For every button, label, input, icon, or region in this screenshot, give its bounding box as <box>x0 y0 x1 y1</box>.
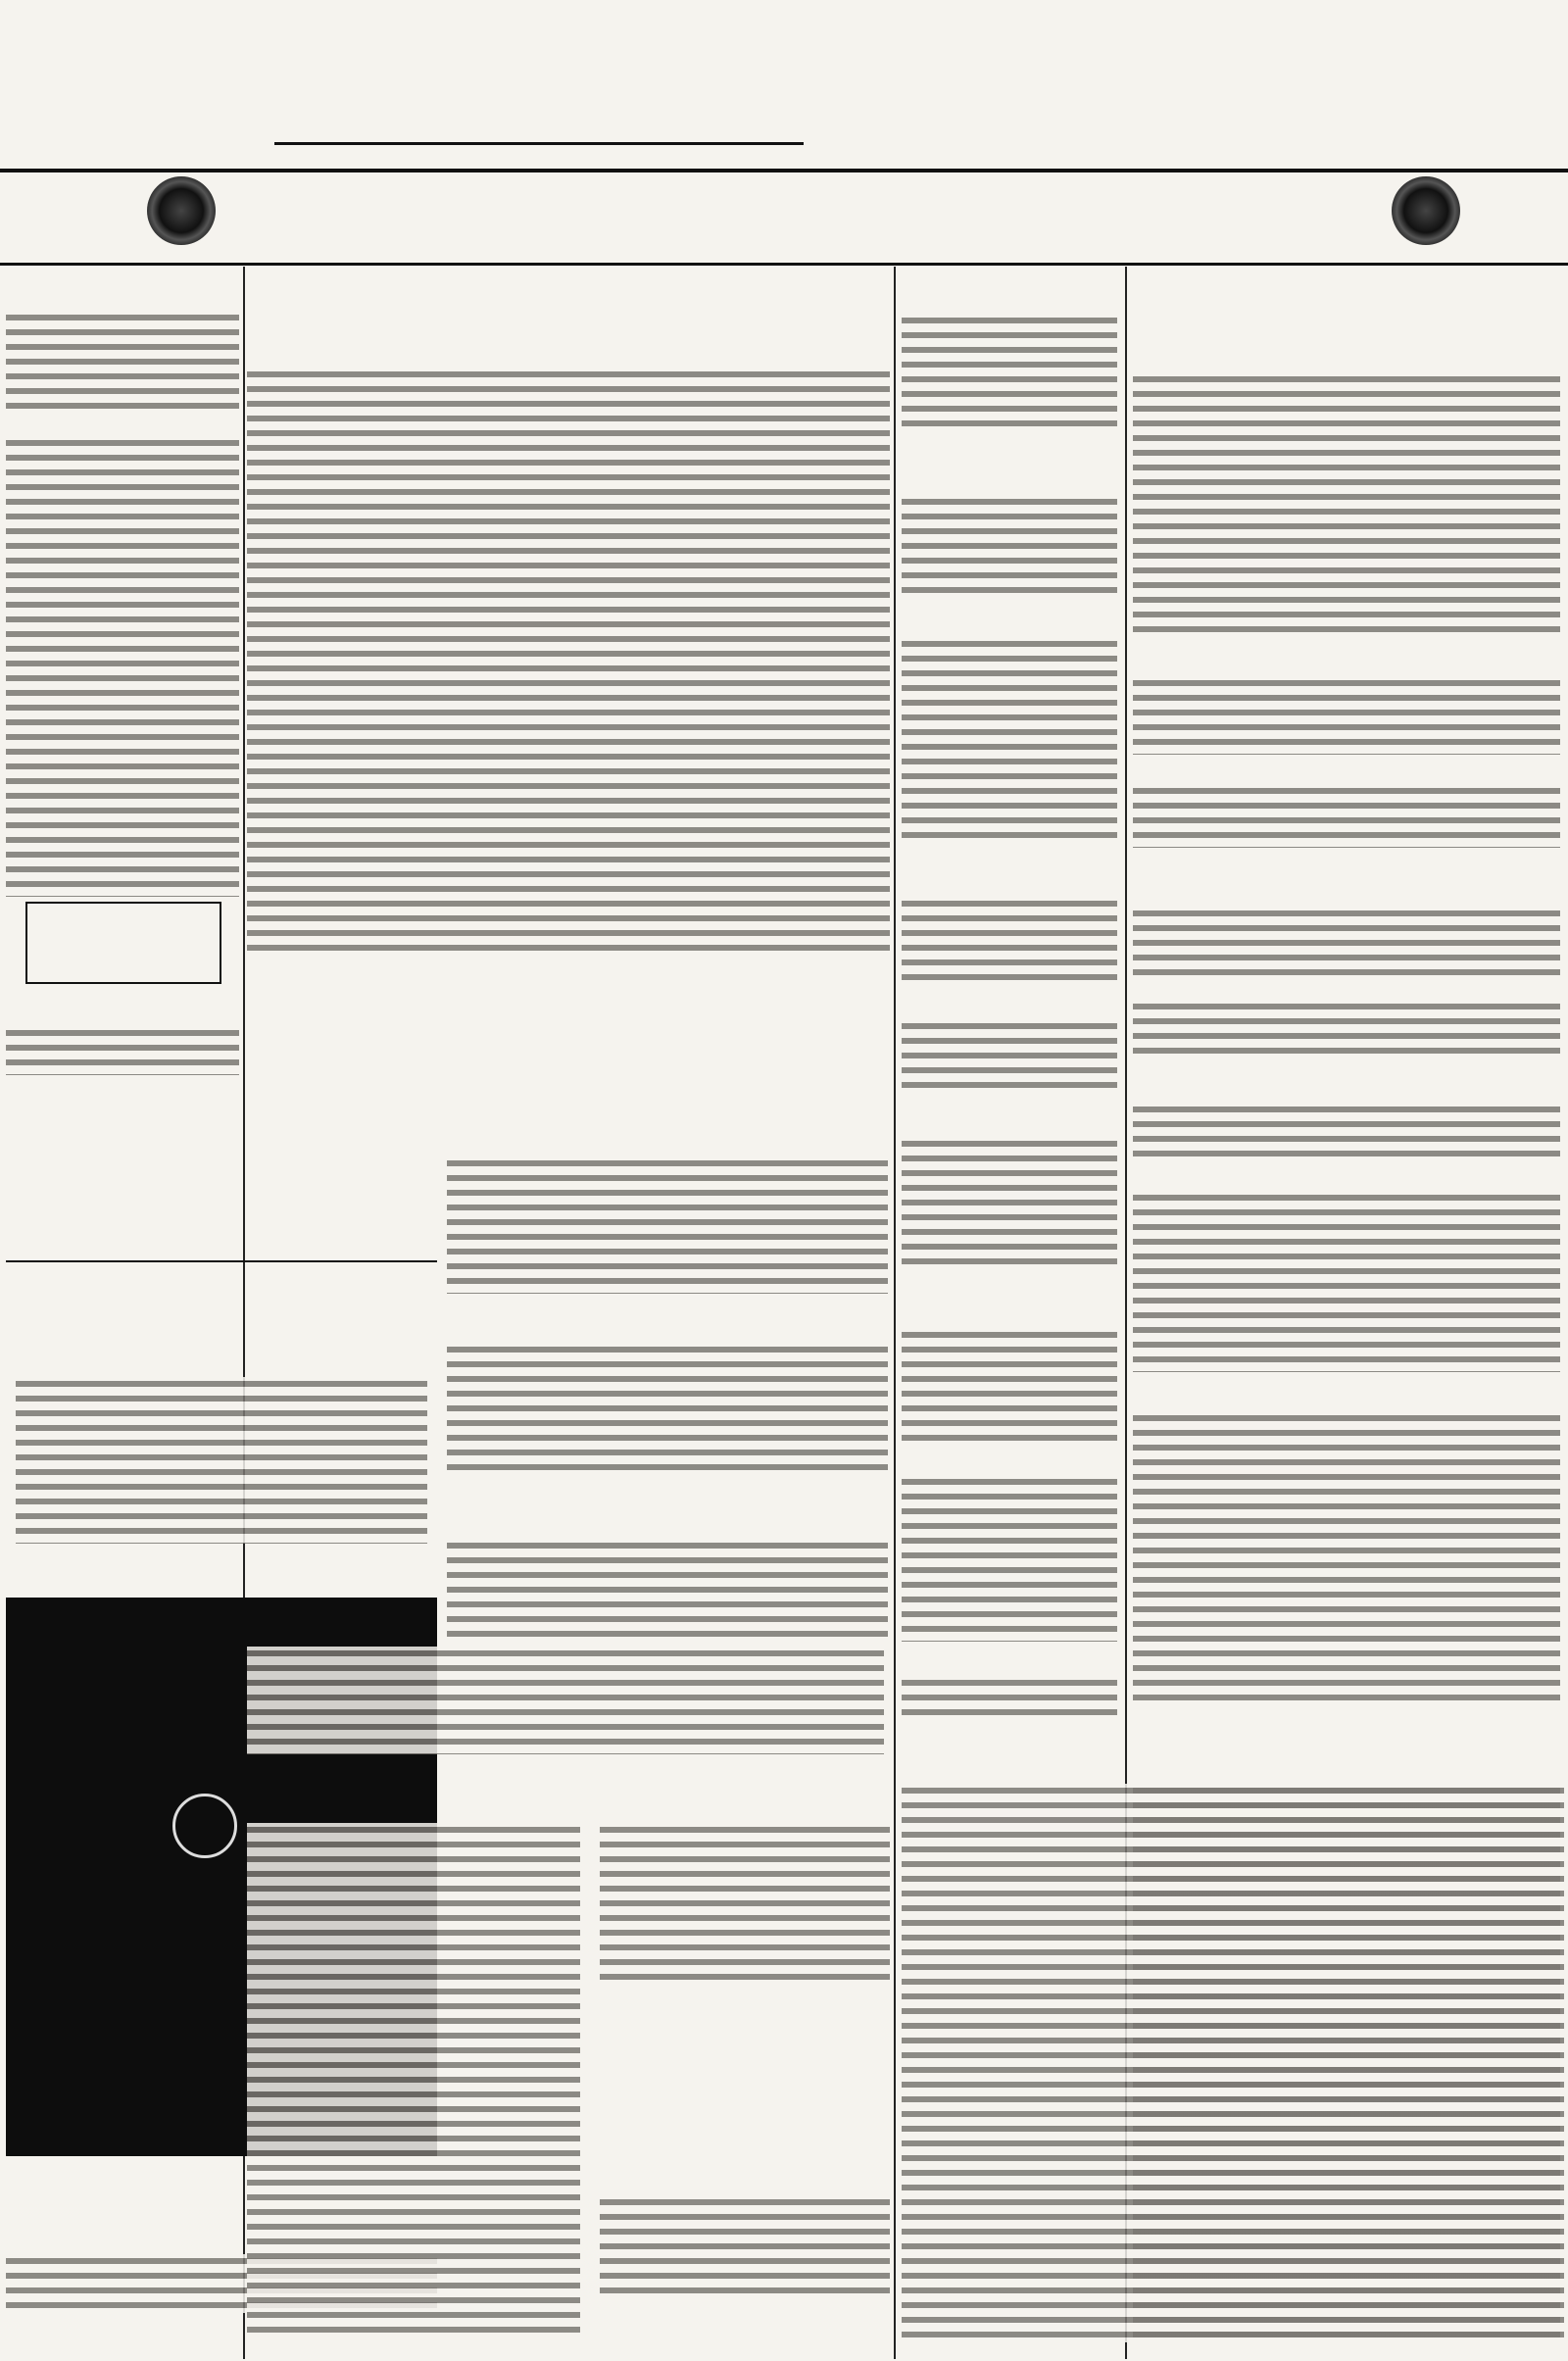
article-body <box>1133 1191 1560 1372</box>
article-body <box>1133 1103 1560 1161</box>
masthead <box>0 0 1568 181</box>
article-body <box>447 1539 888 1637</box>
article-body <box>247 1823 580 2333</box>
article-body <box>1133 907 1560 975</box>
article-body <box>902 1475 1117 1642</box>
article-body <box>902 1328 1117 1446</box>
article-body <box>600 1823 890 1985</box>
emblem-left-icon <box>147 176 216 245</box>
banner-top-rule <box>0 169 1568 172</box>
emblem-right-icon <box>1392 176 1460 245</box>
article-body <box>1133 1000 1560 1058</box>
article-body <box>902 637 1117 843</box>
article-body <box>447 1343 888 1470</box>
article-body <box>1133 1411 1560 1705</box>
article-body <box>600 2195 890 2293</box>
poster-ornament-icon <box>172 1794 237 1858</box>
banner-bottom-rule <box>0 263 1568 266</box>
article-body <box>902 897 1117 985</box>
article-body <box>902 314 1117 431</box>
article-body <box>447 1156 888 1294</box>
article-body <box>902 1676 1117 1715</box>
article-body <box>1133 784 1560 848</box>
advertisement-box <box>25 902 221 984</box>
article-body <box>247 1647 884 1754</box>
article-body <box>247 368 890 956</box>
article-body <box>902 495 1117 593</box>
column-rule-2 <box>894 267 896 2359</box>
article-body <box>6 311 239 409</box>
article-body <box>1133 372 1560 637</box>
article-body <box>6 1026 239 1075</box>
article-body <box>902 1784 1564 2342</box>
article-body <box>902 1137 1117 1264</box>
article-body <box>902 1019 1117 1093</box>
article-body <box>1133 676 1560 755</box>
article-body <box>6 436 239 897</box>
masthead-rule-left <box>274 142 804 145</box>
